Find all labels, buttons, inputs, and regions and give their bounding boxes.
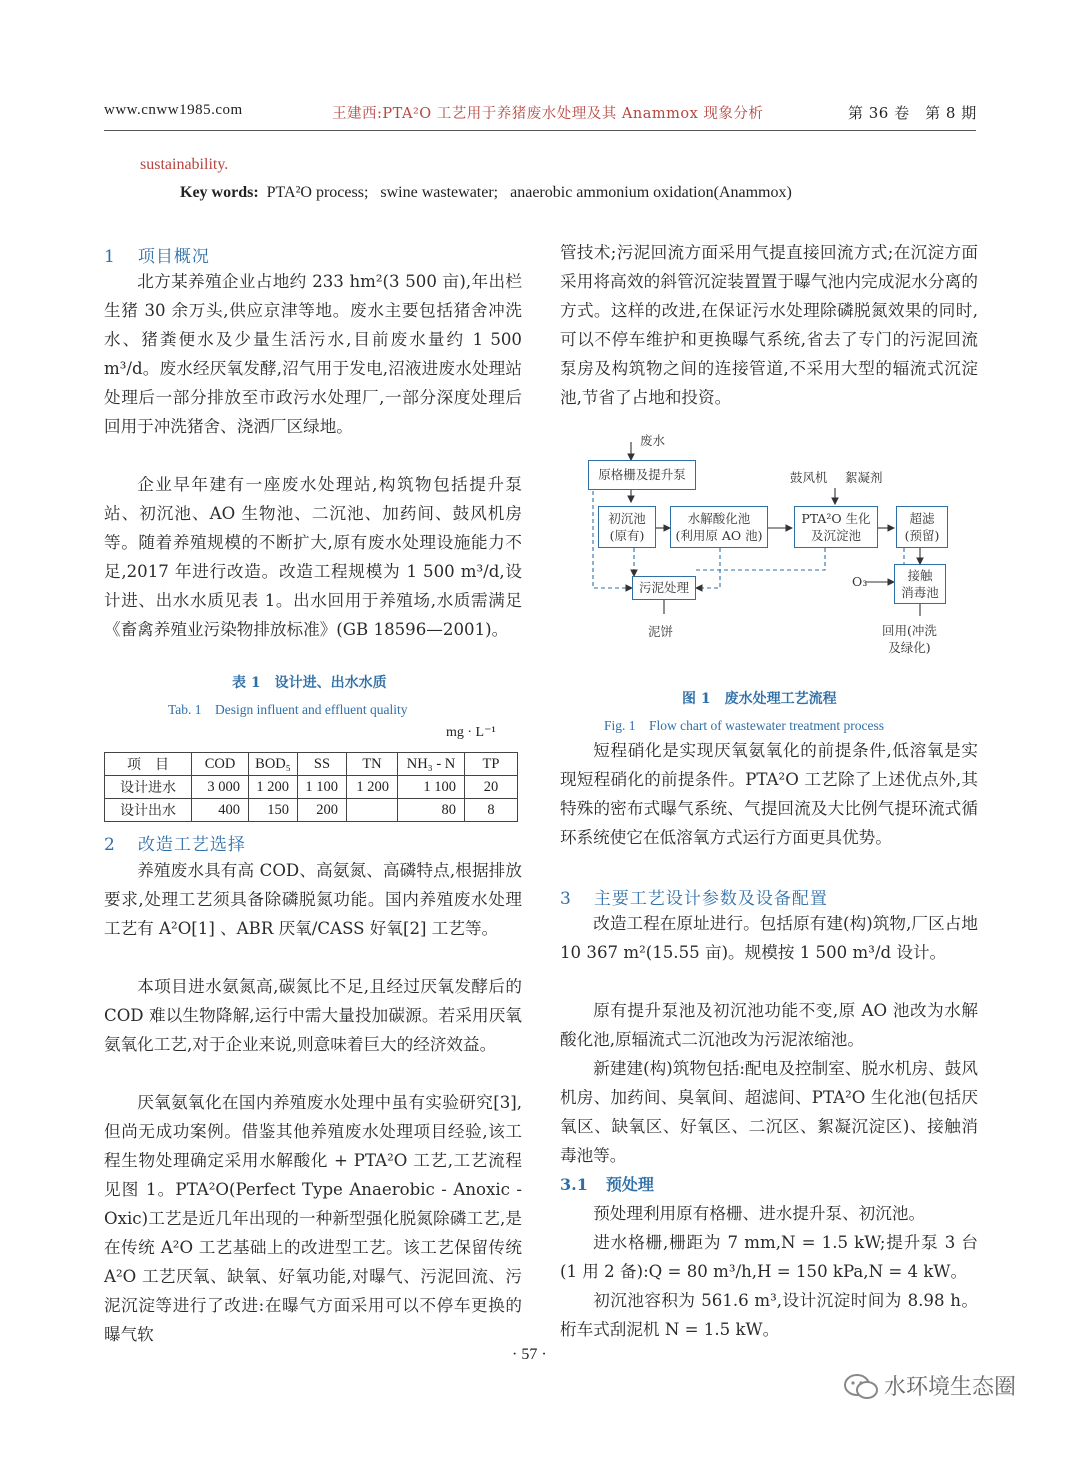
flow-reuse-label	[882, 622, 937, 656]
flow-contact-line1: 接触	[907, 568, 933, 583]
section-number: 3	[560, 889, 572, 909]
table-header-cell: BOD₅	[249, 753, 298, 776]
running-title: 王建西:PTA²O 工艺用于养猪废水处理及其 Anammox 现象分析	[332, 106, 764, 122]
table-cell: 1 100	[298, 776, 347, 799]
sec3-paragraph-5: 进水格栅,栅距为 7 mm,N = 1.5 kW;提升泵 3 台(1 用 2 备):Q = 80 m³/h,H = 150 kPa,N = 4 kW。	[560, 1233, 978, 1281]
watermark-text: 水环境生态圈	[884, 1375, 1017, 1400]
table-header-cell: SS	[298, 753, 347, 776]
table-caption-cn: 表 1 设计进、出水水质	[232, 675, 387, 691]
subsection-title: 预处理	[605, 1175, 654, 1194]
table-cell: 1 200	[249, 776, 298, 799]
flow-sludge-box: 污泥处理	[632, 576, 696, 600]
flow-hydrolysis-box	[670, 506, 768, 548]
sec2-paragraph-4: 短程硝化是实现厌氧氨氧化的前提条件,低溶氧是实现短程硝化的前提条件。PTA²O 工艺除了上述优点外,其特殊的密布式曝气系统、气提回流及大比例气提环流式循环系统使它在低溶氧方式运行方面更具优势。	[560, 741, 978, 847]
flow-pta-box	[794, 506, 878, 548]
flow-uf-line1: 超滤	[909, 511, 935, 526]
table-cell	[347, 799, 398, 822]
sec3-paragraph-6: 初沉池容积为 561.6 m³,设计沉淀时间为 8.98 h。桁车式刮泥机 N = 1.5 kW。	[560, 1291, 978, 1339]
table-cell: 150	[249, 799, 298, 822]
table-cell: 20	[465, 776, 518, 799]
flow-primary-line1: 初沉池	[608, 511, 646, 526]
flow-reuse-line2: 及绿化)	[888, 640, 931, 655]
table-unit: mg · L⁻¹	[446, 725, 496, 740]
design-quality-table	[104, 752, 518, 822]
table-row	[105, 776, 518, 799]
table-cell: 200	[298, 799, 347, 822]
flow-contact-line2: 消毒池	[901, 585, 939, 600]
keywords-text: PTA²O process; swine wastewater; anaerobic ammonium oxidation(Anammox)	[258, 184, 792, 201]
sec3-paragraph-3: 新建建(构)筑物包括:配电及控制室、脱水机房、鼓风机房、加药间、臭氧间、超滤间、PTA²O 生化池(包括厌氧区、缺氧区、好氧区、二沉区、絮凝沉淀区)、接触消毒池等。	[560, 1059, 978, 1165]
subsection-number: 3.1	[560, 1175, 588, 1194]
sec2-paragraph-3: 厌氧氨氧化在国内养殖废水处理中虽有实验研究[3],但尚无成功案例。借鉴其他养殖废水处理项目经验,该工程生物处理确定采用水解酸化 + PTA²O 工艺,工艺流程见图 1。PTA²O(Perfect Type Anaerobic - Anoxic - Oxic)工艺是近几年出现的一种新型强化脱氮除磷工艺,是在传统 A²O 工艺基础上的改进型工艺。该工艺保留传统 A²O 工艺厌氧、缺氧、好氧功能,对曝气、污泥回流、污泥沉淀等进行了改进:在曝气方面采用可以不停车更换的曝气软	[104, 1093, 522, 1344]
sec3-paragraph-4: 预处理利用原有格栅、进水提升泵、初沉池。	[593, 1204, 926, 1223]
header-rule	[104, 130, 976, 131]
flow-reuse-line1: 回用(冲洗	[882, 623, 937, 638]
flow-uf-line2: (预留)	[904, 528, 940, 543]
flow-inflow-label: 废水	[640, 433, 666, 448]
figure-caption-cn: 图 1 废水处理工艺流程	[682, 691, 837, 707]
sec3-paragraph-2: 原有提升泵池及初沉池功能不变,原 AO 池改为水解酸化池,原辐流式二沉池改为污泥浓缩池。	[560, 1001, 978, 1049]
flow-hydrolysis-line1: 水解酸化池	[687, 511, 751, 526]
keywords-line	[180, 184, 792, 202]
table-cell: 1 200	[347, 776, 398, 799]
section-1-heading	[104, 242, 210, 267]
table-cell: 3 000	[192, 776, 249, 799]
table-header-cell: TN	[347, 753, 398, 776]
flow-uf-box	[896, 506, 948, 548]
table-cell: 400	[192, 799, 249, 822]
table-cell: 8	[465, 799, 518, 822]
section-title: 改造工艺选择	[137, 835, 246, 855]
flow-primary-box	[598, 506, 656, 548]
table-cell: 80	[398, 799, 465, 822]
section-number: 2	[104, 835, 116, 855]
sec2-paragraph-1: 养殖废水具有高 COD、高氨氮、高磷特点,根据排放要求,处理工艺须具备除磷脱氮功能。国内养殖废水处理工艺有 A²O[1] 、ABR 厌氧/CASS 好氧[2] 工艺等。	[104, 861, 522, 938]
volume-issue: 第 36 卷 第 8 期	[848, 104, 977, 122]
keywords-label: Key words:	[180, 184, 259, 201]
sec2-paragraph-2: 本项目进水氨氮高,碳氮比不足,且经过厌氧发酵后的 COD 难以生物降解,运行中需大量投加碳源。若采用厌氧氨氧化工艺,对于企业来说,则意味着巨大的经济效益。	[104, 977, 522, 1054]
table-row	[105, 799, 518, 822]
wechat-icon	[842, 1372, 882, 1402]
sec3-paragraph-1: 改造工程在原址进行。包括原有建(构)筑物,厂区占地 10 367 m²(15.55 亩)。规模按 1 500 m³/d 设计。	[560, 914, 978, 962]
flow-hydrolysis-line2: (利用原 AO 池)	[675, 528, 763, 543]
sec1-paragraph-1: 北方某养殖企业占地约 233 hm²(3 500 亩),年出栏生猪 30 余万头,供应京津等地。废水主要包括猪舍冲洗水、猪粪便水及少量生活污水,目前废水量约 1 500 m³/d。废水经厌氧发酵,沼气用于发电,沼液进废水处理站处理后一部分排放至市政污水处理厂,一部分深度处理后回用于冲洗猪舍、浇洒厂区绿地。	[104, 272, 522, 436]
flow-cake-label: 泥饼	[648, 624, 674, 639]
section-title: 主要工艺设计参数及设备配置	[593, 889, 828, 909]
table-header-cell: TP	[465, 753, 518, 776]
figure-caption-en: Fig. 1 Flow chart of wastewater treatment process	[604, 718, 885, 733]
flow-floc-label: 絮凝剂	[845, 470, 883, 485]
table-header-cell: NH₃ - N	[398, 753, 465, 776]
flow-pta-line1: PTA²O 生化	[801, 511, 871, 526]
flow-pta-line2: 及沉淀池	[810, 528, 861, 543]
flow-grid-box: 原格栅及提升泵	[588, 460, 696, 490]
table-caption-en: Tab. 1 Design influent and effluent quality	[168, 702, 408, 717]
table-header-row	[105, 753, 518, 776]
table-cell: 设计进水	[105, 776, 192, 799]
section-title: 项目概况	[137, 247, 210, 267]
table-header-cell: COD	[192, 753, 249, 776]
journal-site: www.cnww1985.com	[104, 102, 243, 118]
table-header-cell: 项 目	[105, 753, 192, 776]
table-cell: 1 100	[398, 776, 465, 799]
flow-contact-box	[894, 564, 946, 604]
flow-o3-label: O₃	[852, 574, 868, 589]
sec1-paragraph-2: 企业早年建有一座废水处理站,构筑物包括提升泵站、初沉池、AO 生物池、二沉池、加药间、鼓风机房等。随着养殖规模的不断扩大,原有废水处理设施能力不足,2017 年进行改造。改造工程规模为 1 500 m³/d,设计进、出水水质见表 1。出水回用于养殖场,水质需满足《畜禽养殖业污染物排放标准》(GB 18596—2001)。	[104, 475, 522, 639]
section-number: 1	[104, 247, 116, 267]
table-cell: 设计出水	[105, 799, 192, 822]
flow-blower-label: 鼓风机	[790, 470, 828, 485]
flow-primary-line2: (原有)	[609, 528, 645, 543]
subsection-3-1-heading	[560, 1172, 654, 1195]
section-2-heading	[104, 830, 246, 855]
abstract-tail: sustainability.	[140, 156, 229, 173]
section-3-heading	[560, 884, 828, 909]
page-number: · 57 ·	[512, 1346, 547, 1363]
sec2-paragraph-3-continued: 管技术;污泥回流方面采用气提直接回流方式;在沉淀方面采用将高效的斜管沉淀装置置于曝气池内完成泥水分离的方式。这样的改进,在保证污水处理除磷脱氮效果的同时,可以不停车维护和更换曝气系统,省去了专门的污泥回流泵房及构筑物之间的连接管道,不采用大型的辐流式沉淀池,节省了占地和投资。	[560, 243, 978, 407]
